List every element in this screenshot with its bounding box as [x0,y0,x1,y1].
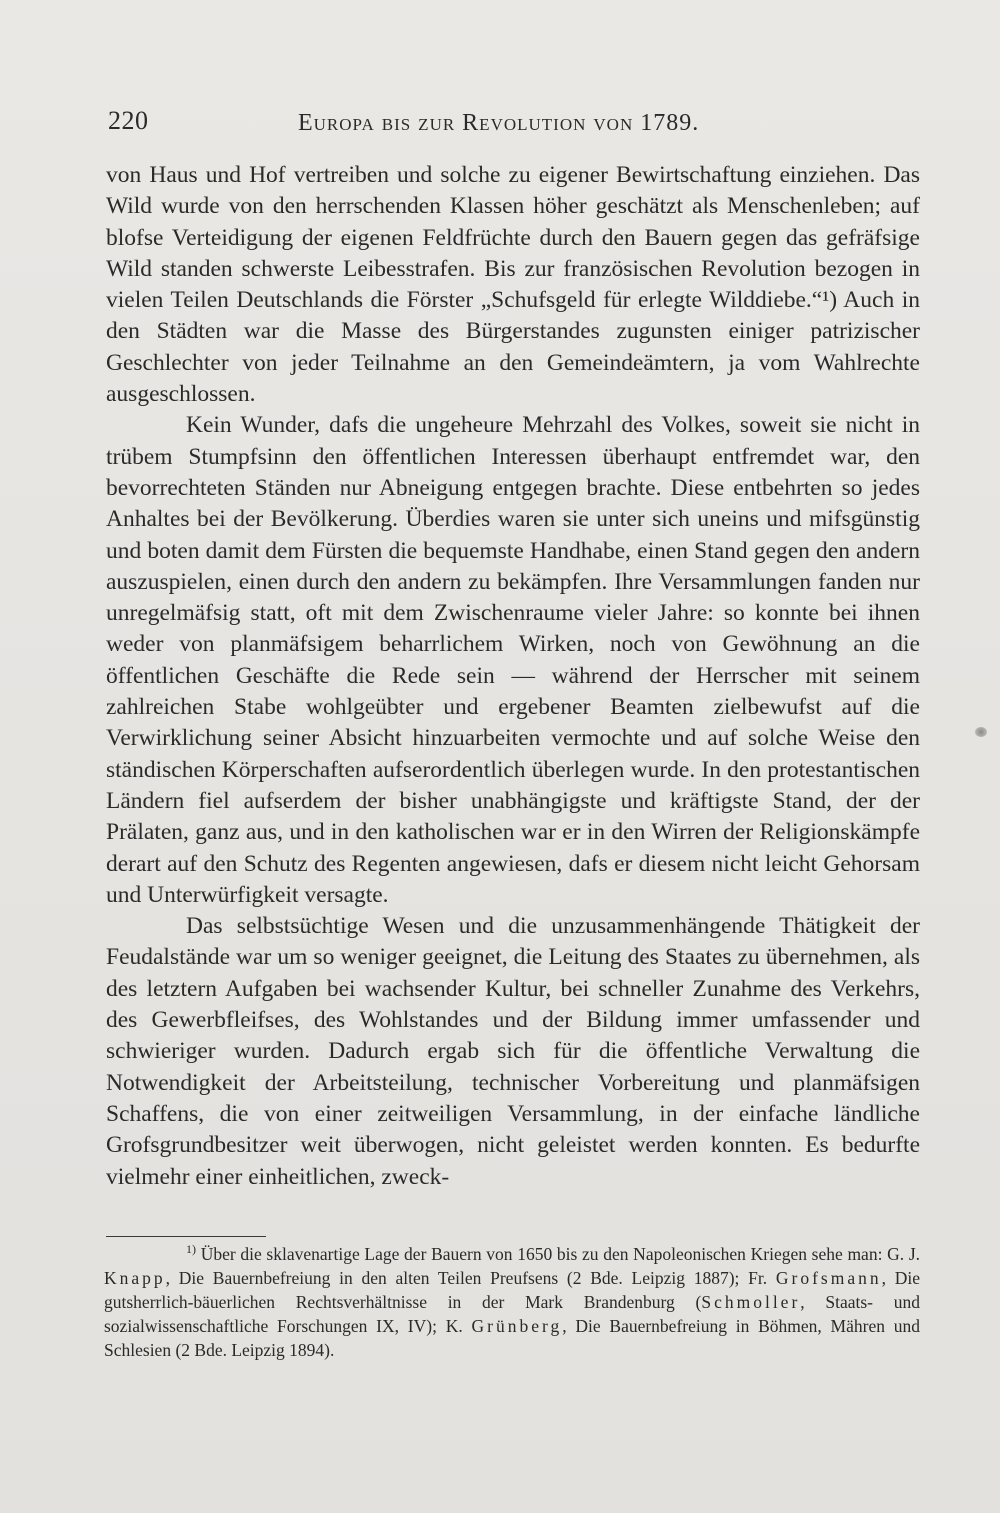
footnote-1 [104,1242,920,1362]
footnote-text: , Die gutsherrlich-bäuerlichen Rechtsverhältnisse in der Mark Brandenburg ( [104,1268,920,1312]
footnote-text: , Die Bauernbefreiung in den alten Teilen Preufsens (2 Bde. Leipzig 1887); Fr. [165,1268,776,1288]
main-text [106,160,920,1193]
paragraph-continued: von Haus und Hof vertreiben und solche zu eigener Bewirtschaftung einziehen. Das Wild wurde von den herrschenden Klassen höher geschätzt als Menschenleben; auf blofse Verteidigung der eigenen Feldfrüchte durch den Bauern gegen das gefräfsige Wild standen schwerste Leibesstrafen. Bis zur französischen Revolution bezogen in vielen Teilen Deutschlands die Förster „Schufsgeld für erlegte Wilddiebe.“¹) Auch in den Städten war die Masse des Bürgerstandes zugunsten einiger patrizischer Geschlechter von jeder Teilnahme an den Gemeindeämtern, ja vom Wahlrechte ausgeschlossen. [106,162,920,408]
footnotes [104,1242,920,1362]
footnote-text: , Staats- und sozialwissenschaftliche Forschungen IX, IV); K. [104,1292,920,1336]
page-header [108,106,920,146]
paragraph: Kein Wunder, dafs die ungeheure Mehrzahl des Volkes, soweit sie nicht in trübem Stumpfsinn den öffentlichen Interessen überhaupt entfremdet war, den bevorrechteten Ständen nur Abneigung entgegen brachte. Diese entbehrten so jedes Anhaltes bei der Bevölkerung. Überdies waren sie unter sich uneins und mifsgünstig und boten damit dem Fürsten die bequemste Handhabe, einen Stand gegen den andern auszuspielen, einen durch den andern zu bekämpfen. Ihre Versammlungen fanden nur unregelmäfsig statt, oft mit dem Zwischenraume vieler Jahre: so konnte bei ihnen weder von planmäfsigem beharrlichem Wirken, noch von Gewöhnung an die öffentlichen Geschäfte die Rede sein — während der Herrscher mit seinem zahlreichen Stabe wohlgeübter und ergebener Beamten zielbewufst auf die Verwirklichung seiner Absicht hinzuarbeiten vermochte und auf solche Weise den ständischen Körperschaften aufserordentlich überlegen wurde. In den protestantischen Ländern fiel aufserdem der bisher unabhängigste und kräftigste Stand, der der Prälaten, ganz aus, und in den katholischen war er in den Wirren der Religionskämpfe derart auf den Schutz des Regenten angewiesen, dafs er diesem nicht leicht Gehorsam und Unterwürfigkeit versagte. [106,412,920,908]
margin-speck [975,727,987,737]
footnote-text: , Die Bauernbefreiung in Böhmen, Mähren und Schlesien (2 Bde. Leipzig 1894). [104,1316,920,1360]
paragraph: Das selbstsüchtige Wesen und die unzusammenhängende Thätigkeit der Feudalstände war um so weniger geeignet, die Leitung des Staates zu übernehmen, als des letztern Aufgaben bei wachsender Kultur, bei schneller Zunahme des Verkehrs, des Gewerbfleifses, des Wohlstandes und der Bildung immer umfassender und schwieriger wurden. Dadurch ergab sich für die öffentliche Verwaltung die Notwendigkeit der Arbeitsteilung, technischer Vorbereitung und planmäfsigen Schaffens, die von einer zeitweiligen Versammlung, in der einfache ländliche Grofsgrundbesitzer weit überwogen, nicht geleistet werden konnten. Es bedurfte vielmehr einer einheitlichen, zweck- [106,913,920,1190]
running-title: Europa bis zur Revolution von 1789. [298,110,700,136]
footnote-text: Über die sklavenartige Lage der Bauern von 1650 bis zu den Napoleonischen Kriegen sehe man: G. J. [200,1244,920,1264]
footnote-author: Grofsmann [775,1268,882,1288]
footnote-author: Schmoller [701,1292,801,1312]
footnote-divider [106,1236,266,1237]
footnote-author: Grünberg [471,1316,563,1336]
page-number: 220 [108,106,149,135]
footnote-author: Knapp [104,1268,166,1288]
footnote-marker: 1) [186,1242,196,1257]
